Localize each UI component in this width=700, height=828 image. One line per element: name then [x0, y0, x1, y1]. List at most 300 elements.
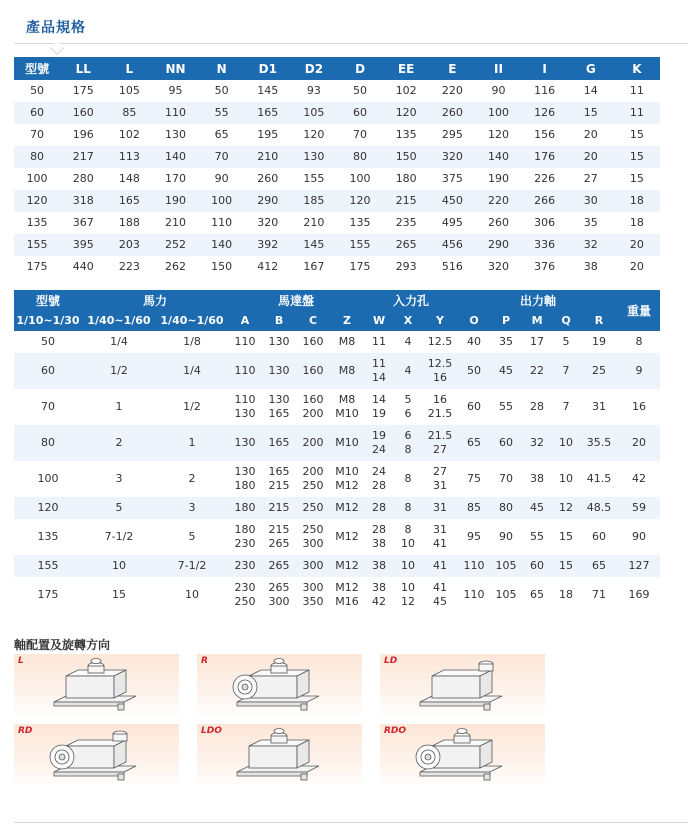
cell-value: 60	[530, 559, 545, 572]
table-cell: 100	[199, 190, 245, 212]
header-motor-plate: 馬達盤	[228, 290, 364, 310]
table-cell	[364, 425, 394, 461]
table-cell	[14, 331, 82, 353]
table-cell: 175	[337, 256, 383, 278]
cell-value: 31	[592, 400, 607, 413]
table-cell: 14	[568, 80, 614, 102]
cell-value: 41	[433, 559, 448, 572]
table-cell: 148	[106, 168, 152, 190]
cell-value: 14	[372, 371, 387, 384]
table-cell: 170	[152, 168, 198, 190]
cell-value: 300	[268, 595, 290, 608]
tab-bar	[14, 0, 688, 44]
table-cell	[458, 577, 490, 613]
table-cell: 50	[14, 80, 60, 102]
table-cell	[552, 577, 580, 613]
table-cell	[394, 577, 422, 613]
cell-value: 14	[372, 393, 387, 406]
cell-value: 1/8	[183, 335, 201, 348]
table-cell	[490, 519, 522, 555]
table-cell: 15	[568, 102, 614, 124]
cell-value: 90	[632, 530, 647, 543]
cell-value: 38	[372, 559, 387, 572]
cell-value: 31	[433, 479, 448, 492]
cell-value: 4	[404, 335, 412, 348]
table-cell	[522, 519, 552, 555]
cell-value: 300	[302, 537, 324, 550]
cell-value: 24	[372, 443, 387, 456]
table-cell	[522, 389, 552, 425]
cell-value: 1/4	[183, 364, 201, 377]
cell-value: 130	[268, 335, 290, 348]
table-cell	[422, 497, 458, 519]
cell-value: 155	[37, 559, 59, 572]
cell-value: 250	[302, 479, 324, 492]
table-cell: 320	[475, 256, 521, 278]
table-cell	[296, 353, 330, 389]
table-cell	[458, 425, 490, 461]
table-cell	[82, 425, 156, 461]
table-cell	[394, 497, 422, 519]
cell-value: 1/2	[183, 400, 201, 413]
table-row	[14, 577, 660, 613]
table-cell: 156	[522, 124, 568, 146]
cell-value: 10	[112, 559, 126, 572]
table-cell	[82, 461, 156, 497]
cell-value: 15	[559, 559, 574, 572]
table-cell	[296, 461, 330, 497]
table-cell: 220	[475, 190, 521, 212]
cell-value: 65	[467, 436, 482, 449]
cell-value: 42	[372, 595, 387, 608]
cell-value: 6	[404, 407, 412, 420]
cell-value: 35.5	[586, 436, 612, 449]
dimension-col-header: D	[337, 57, 383, 80]
cell-value: 12	[559, 501, 574, 514]
cell-value: M12	[335, 559, 359, 572]
table-cell: 145	[245, 80, 291, 102]
cell-value: 45	[433, 595, 448, 608]
cell-value: 165	[268, 465, 290, 478]
table-cell	[618, 555, 660, 577]
table-cell	[156, 555, 228, 577]
cell-value: 200	[302, 436, 324, 449]
cell-value: 130	[234, 465, 256, 478]
table-cell	[364, 331, 394, 353]
spec-col-header: Y	[422, 310, 458, 331]
table-cell	[262, 577, 296, 613]
cell-value: 250	[234, 595, 256, 608]
table-cell	[262, 425, 296, 461]
cell-value: 8	[404, 523, 412, 536]
table-cell: 120	[337, 190, 383, 212]
table-cell	[330, 353, 364, 389]
table-cell: 336	[522, 234, 568, 256]
table-cell: 220	[429, 80, 475, 102]
table-cell	[522, 577, 552, 613]
cell-value: 180	[234, 501, 256, 514]
table-cell: 38	[568, 256, 614, 278]
spec-col-header: A	[228, 310, 262, 331]
cell-value: 265	[268, 537, 290, 550]
table-cell	[618, 389, 660, 425]
table-cell	[458, 389, 490, 425]
cell-value: 1/4	[110, 335, 128, 348]
table-cell: 120	[475, 124, 521, 146]
cell-value: 31	[433, 523, 448, 536]
cell-value: 1/2	[110, 364, 128, 377]
cell-value: 19	[372, 407, 387, 420]
table-cell	[522, 461, 552, 497]
table-cell: 60	[337, 102, 383, 124]
table-cell	[458, 331, 490, 353]
cell-value: 11	[372, 335, 387, 348]
table-cell: 155	[337, 234, 383, 256]
table-cell: 185	[291, 190, 337, 212]
table-cell	[82, 331, 156, 353]
spec-table	[14, 290, 660, 613]
tab-product-spec[interactable]: 產品規格	[26, 20, 86, 36]
cell-value: 110	[234, 364, 256, 377]
cell-value: 28	[372, 479, 387, 492]
table-cell: 160	[60, 102, 106, 124]
table-cell	[82, 519, 156, 555]
cell-value: 180	[234, 479, 256, 492]
table-cell	[522, 497, 552, 519]
cell-value: 2	[188, 472, 196, 485]
table-cell	[458, 497, 490, 519]
table-cell	[490, 353, 522, 389]
table-cell	[552, 519, 580, 555]
cell-value: 12	[401, 595, 416, 608]
table-cell	[14, 577, 82, 613]
cell-value: 169	[628, 588, 650, 601]
shaft-diagram	[14, 654, 179, 718]
table-cell	[228, 353, 262, 389]
table-cell: 11	[614, 102, 660, 124]
table-cell: 20	[568, 146, 614, 168]
cell-value: 130	[268, 364, 290, 377]
cell-value: 265	[268, 581, 290, 594]
table-row	[14, 389, 660, 425]
table-cell	[330, 497, 364, 519]
cell-value: 180	[234, 523, 256, 536]
table-row	[14, 256, 660, 278]
header-model: 型號	[14, 290, 82, 310]
cell-value: 60	[41, 364, 55, 377]
cell-value: 8	[404, 443, 412, 456]
table-cell	[522, 555, 552, 577]
cell-value: M10	[335, 407, 359, 420]
table-cell: 85	[106, 102, 152, 124]
table-cell	[82, 497, 156, 519]
table-cell: 93	[291, 80, 337, 102]
cell-value: 12.5	[427, 357, 453, 370]
spec-col-header: C	[296, 310, 330, 331]
cell-value: M8	[338, 364, 356, 377]
spec-col-header: 1/40~1/60	[82, 310, 156, 331]
cell-value: 215	[268, 501, 290, 514]
table-cell	[14, 353, 82, 389]
table-cell	[422, 519, 458, 555]
spec-col-header: 1/10~1/30	[14, 310, 82, 331]
table-cell: 15	[614, 146, 660, 168]
dimension-table-header	[14, 57, 660, 80]
dimension-col-header: E	[429, 57, 475, 80]
cell-value: 10	[185, 588, 199, 601]
table-row	[14, 102, 660, 124]
dimension-col-header: D2	[291, 57, 337, 80]
table-cell: 145	[291, 234, 337, 256]
table-cell	[262, 555, 296, 577]
cell-value: 17	[530, 335, 545, 348]
cell-value: 120	[37, 501, 59, 514]
spec-col-header: 1/40~1/60	[156, 310, 228, 331]
spec-col-header: P	[490, 310, 522, 331]
table-cell: 188	[106, 212, 152, 234]
table-cell: 150	[199, 256, 245, 278]
table-cell	[458, 353, 490, 389]
cell-value: 8	[635, 335, 643, 348]
table-cell	[422, 389, 458, 425]
table-cell: 155	[291, 168, 337, 190]
shaft-diagram-label: LD	[384, 656, 398, 666]
table-cell: 35	[568, 212, 614, 234]
table-cell: 215	[383, 190, 429, 212]
table-cell: 260	[429, 102, 475, 124]
table-cell: 260	[475, 212, 521, 234]
cell-value: 80	[41, 436, 55, 449]
table-cell	[156, 497, 228, 519]
cell-value: 7-1/2	[104, 530, 134, 543]
tab-pointer	[50, 41, 64, 55]
shaft-diagram-label: RD	[18, 726, 33, 736]
table-cell	[228, 461, 262, 497]
table-cell: 110	[152, 102, 198, 124]
dimension-col-header: NN	[152, 57, 198, 80]
table-cell	[364, 353, 394, 389]
table-cell	[296, 497, 330, 519]
cell-value: 230	[234, 537, 256, 550]
table-cell	[618, 331, 660, 353]
cell-value: 38	[372, 581, 387, 594]
dimension-table	[14, 57, 660, 278]
cell-value: 48.5	[586, 501, 612, 514]
cell-value: 60	[467, 400, 482, 413]
cell-value: 27	[433, 465, 448, 478]
table-cell	[580, 497, 618, 519]
header-weight: 重量	[618, 290, 660, 331]
cell-value: 41	[433, 537, 448, 550]
shaft-diagram	[197, 654, 362, 718]
cell-value: 18	[559, 588, 574, 601]
table-cell: 20	[614, 256, 660, 278]
cell-value: 110	[463, 559, 485, 572]
table-cell	[296, 331, 330, 353]
table-cell: 367	[60, 212, 106, 234]
cell-value: 300	[302, 559, 324, 572]
table-cell: 392	[245, 234, 291, 256]
cell-value: 16	[632, 400, 647, 413]
dimension-col-header: L	[106, 57, 152, 80]
table-row	[14, 555, 660, 577]
dimension-col-header: N	[199, 57, 245, 80]
table-cell	[296, 555, 330, 577]
table-cell: 320	[245, 212, 291, 234]
table-cell: 50	[199, 80, 245, 102]
spec-col-header: W	[364, 310, 394, 331]
table-cell: 15	[614, 168, 660, 190]
cell-value: 3	[115, 472, 123, 485]
table-cell	[228, 497, 262, 519]
header-input-hole: 入力孔	[364, 290, 458, 310]
cell-value: 85	[467, 501, 482, 514]
cell-value: 80	[499, 501, 514, 514]
table-cell: 70	[337, 124, 383, 146]
cell-value: 11	[372, 357, 387, 370]
table-cell	[228, 519, 262, 555]
dimension-col-header: I	[522, 57, 568, 80]
table-cell	[394, 353, 422, 389]
cell-value: 10	[401, 581, 416, 594]
gearbox-left-shaft-icon	[14, 654, 179, 718]
cell-value: 15	[559, 530, 574, 543]
table-cell: 190	[475, 168, 521, 190]
cell-value: 250	[302, 523, 324, 536]
cell-value: 165	[268, 407, 290, 420]
table-cell: 140	[475, 146, 521, 168]
table-cell	[330, 331, 364, 353]
table-row	[14, 190, 660, 212]
cell-value: 45	[499, 364, 514, 377]
cell-value: 3	[188, 501, 196, 514]
cell-value: 10	[401, 559, 416, 572]
table-cell: 70	[14, 124, 60, 146]
table-cell: 70	[199, 146, 245, 168]
table-cell	[422, 353, 458, 389]
cell-value: 265	[268, 559, 290, 572]
table-cell: 15	[614, 124, 660, 146]
cell-value: M10	[335, 465, 359, 478]
table-cell	[330, 577, 364, 613]
gearbox-right-down-icon	[14, 724, 179, 788]
table-cell	[364, 461, 394, 497]
table-cell	[156, 519, 228, 555]
table-cell: 60	[14, 102, 60, 124]
table-cell: 290	[245, 190, 291, 212]
shaft-diagram-label: L	[18, 656, 24, 666]
table-cell	[262, 353, 296, 389]
table-cell: 190	[152, 190, 198, 212]
table-cell: 176	[522, 146, 568, 168]
table-cell	[394, 519, 422, 555]
table-cell	[296, 577, 330, 613]
cell-value: 130	[268, 393, 290, 406]
cell-value: 215	[268, 479, 290, 492]
table-cell: 100	[475, 102, 521, 124]
cell-value: 40	[467, 335, 482, 348]
table-row	[14, 519, 660, 555]
cell-value: 20	[632, 436, 647, 449]
cell-value: 6	[404, 429, 412, 442]
cell-value: 215	[268, 523, 290, 536]
header-horsepower: 馬力	[82, 290, 228, 310]
table-cell	[522, 331, 552, 353]
table-cell: 210	[291, 212, 337, 234]
cell-value: M12	[335, 530, 359, 543]
cell-value: 160	[302, 335, 324, 348]
table-cell	[228, 331, 262, 353]
table-cell: 306	[522, 212, 568, 234]
table-cell: 11	[614, 80, 660, 102]
table-cell: 90	[475, 80, 521, 102]
table-cell	[394, 331, 422, 353]
table-cell	[262, 389, 296, 425]
table-cell: 155	[14, 234, 60, 256]
table-cell	[156, 353, 228, 389]
cell-value: 95	[467, 530, 482, 543]
cell-value: 5	[188, 530, 196, 543]
table-cell	[490, 331, 522, 353]
cell-value: 110	[234, 335, 256, 348]
table-cell	[364, 389, 394, 425]
cell-value: 41	[433, 581, 448, 594]
table-cell: 196	[60, 124, 106, 146]
table-cell	[580, 389, 618, 425]
spec-col-header: M	[522, 310, 552, 331]
table-cell: 140	[152, 146, 198, 168]
spec-col-header: B	[262, 310, 296, 331]
cell-value: 1	[115, 400, 123, 413]
table-cell	[580, 331, 618, 353]
table-cell	[490, 389, 522, 425]
dimension-col-header: K	[614, 57, 660, 80]
table-cell	[490, 555, 522, 577]
cell-value: M16	[335, 595, 359, 608]
table-cell	[262, 497, 296, 519]
table-cell: 262	[152, 256, 198, 278]
table-cell: 266	[522, 190, 568, 212]
table-cell	[14, 555, 82, 577]
gearbox-right-shaft-icon	[197, 654, 362, 718]
table-cell: 102	[106, 124, 152, 146]
table-cell	[552, 425, 580, 461]
table-cell	[394, 461, 422, 497]
table-cell: 50	[337, 80, 383, 102]
table-cell	[82, 353, 156, 389]
cell-value: 21.5	[427, 407, 453, 420]
table-cell	[490, 461, 522, 497]
table-cell: 100	[14, 168, 60, 190]
cell-value: 8	[404, 472, 412, 485]
table-cell: 440	[60, 256, 106, 278]
table-cell	[422, 331, 458, 353]
table-cell: 27	[568, 168, 614, 190]
cell-value: 1	[188, 436, 196, 449]
header-output-shaft: 出力軸	[458, 290, 618, 310]
table-cell: 32	[568, 234, 614, 256]
table-cell: 210	[245, 146, 291, 168]
table-cell: 203	[106, 234, 152, 256]
dimension-col-header: II	[475, 57, 521, 80]
cell-value: 230	[234, 559, 256, 572]
table-cell: 150	[383, 146, 429, 168]
table-cell	[156, 389, 228, 425]
table-cell	[296, 519, 330, 555]
cell-value: 110	[463, 588, 485, 601]
table-cell: 135	[337, 212, 383, 234]
table-row	[14, 497, 660, 519]
